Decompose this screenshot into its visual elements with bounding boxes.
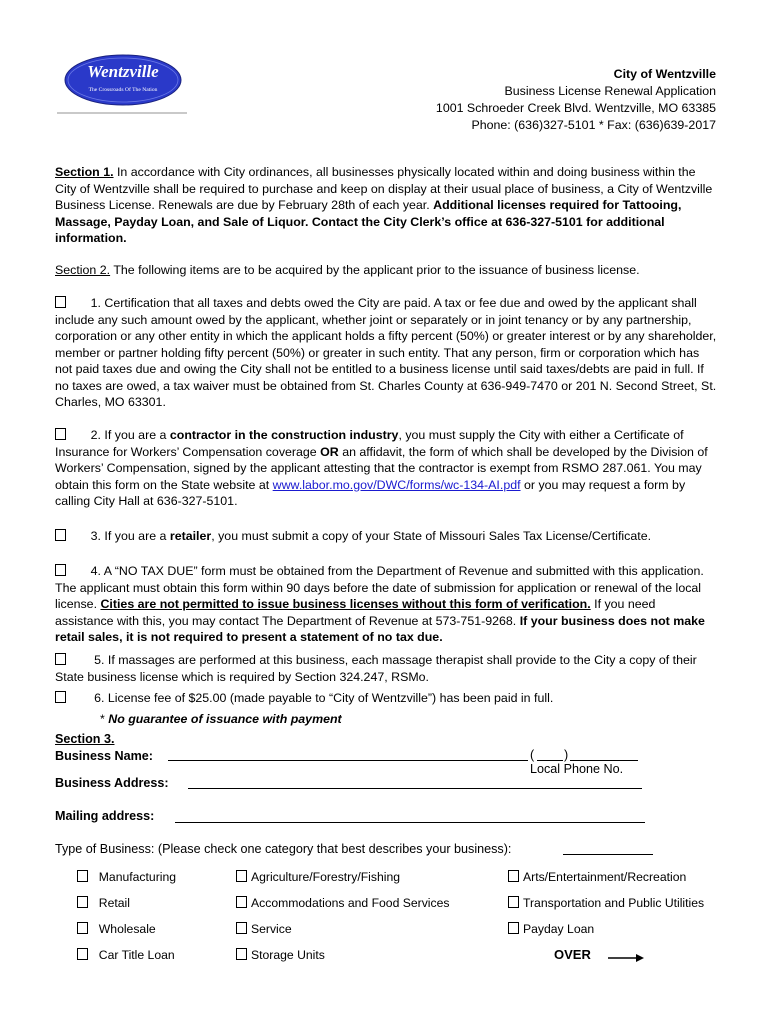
item-3 [55, 528, 717, 545]
section-1-bold-note: Additional licenses required for Tattooing, Massage, Payday Loan, and Sale of Liquor. Contact the City Clerk’s office at 636-327-5101 for additional information. [55, 198, 682, 245]
category-label: Agriculture/Forestry/Fishing [251, 870, 401, 884]
category-agriculture[interactable] [236, 870, 400, 885]
section-2-intro-text: The following items are to be acquired by the applicant prior to the issuance of business license. [110, 263, 640, 277]
item-6-text: 6. License fee of $25.00 (made payable to “City of Wentzville”) has been paid in full. [94, 691, 554, 705]
form-title: Business License Renewal Application [504, 84, 716, 98]
item-4-text-a: 4. A “NO TAX DUE” form must be obtained from the Department of Revenue and submitted with this application. The applicant must obtain this form within 90 days before the date of submission for application or renewal of the local license. [55, 564, 704, 611]
section-1 [55, 164, 717, 247]
section-1-heading: Section 1. [55, 165, 114, 179]
item-4-text-c: If you need assistance with this, you may contact The Department of Revenue at 573-751-9268. [55, 597, 656, 628]
item-3-text-a: 3. If you are a [90, 529, 170, 543]
item-5-text: 5. If massages are performed at this business, each massage therapist shall provide to the City a copy of their State business license which is required by Section 324.247, RSMo. [55, 653, 697, 684]
category-payday-loan[interactable] [508, 922, 594, 937]
item-2-or: OR [320, 444, 339, 459]
item-2-contractor: contractor in the construction industry [169, 428, 399, 442]
area-code-input[interactable] [537, 748, 563, 761]
checkbox[interactable] [77, 922, 88, 934]
logo-tagline: The Crossroads Of The Nation [88, 87, 158, 93]
city-phone: Phone: (636)327-5101 * Fax: (636)639-2017 [471, 118, 716, 132]
city-address: 1001 Schroeder Creek Blvd. Wentzville, MO 63385 [435, 101, 716, 115]
item-6 [55, 690, 717, 707]
item-2 [55, 427, 717, 510]
item-2-text-e: an affidavit, the form of which shall be developed by the Division of Workers’ Compensation, signed by the applicant attesting that the contractor is exempt from RSMO 287.061. You may obtain this form on the State website at [55, 444, 708, 492]
checkbox[interactable] [77, 896, 88, 908]
category-storage-units[interactable] [236, 948, 325, 963]
mailing-address-label: Mailing address: [55, 809, 155, 823]
over-label: OVER [554, 947, 591, 962]
guarantee-text: No guarantee of issuance with payment [108, 712, 342, 726]
item-2-text-f: or you may request a form by calling City Hall at 636-327-5101. [55, 477, 686, 508]
business-type-input[interactable] [563, 842, 653, 855]
item-3-checkbox[interactable] [55, 529, 66, 541]
item-4 [55, 563, 717, 646]
mailing-address-row [55, 808, 154, 824]
business-address-input[interactable] [188, 776, 642, 789]
checkbox[interactable] [508, 922, 519, 934]
arrow-right-icon [608, 954, 644, 962]
section-3-heading: Section 3. [55, 732, 115, 746]
category-label: Wholesale [98, 922, 156, 936]
checkbox[interactable] [77, 870, 88, 882]
mailing-address-input[interactable] [175, 810, 645, 823]
business-type-prompt: Type of Business: (Please check one category that best describes your business): [55, 842, 512, 856]
item-2-checkbox[interactable] [55, 428, 66, 440]
guarantee-note [100, 711, 762, 728]
item-2-text-c: , you must supply the City with either a Certificate of Insurance for Workers’ Compensation coverage [55, 428, 684, 459]
item-2-text-a: 2. If you are a [90, 428, 170, 442]
item-3-text-c: , you must submit a copy of your State of Missouri Sales Tax License/Certificate. [211, 529, 652, 543]
business-name-label: Business Name: [55, 749, 153, 763]
section-2-intro [55, 262, 717, 279]
city-title: City of Wentzville [613, 67, 716, 81]
category-accommodations[interactable] [236, 896, 449, 911]
business-name-input[interactable] [168, 748, 528, 761]
checkbox[interactable] [508, 896, 519, 908]
item-4-checkbox[interactable] [55, 564, 66, 576]
item-5-checkbox[interactable] [55, 653, 66, 665]
dwc-form-link[interactable]: www.labor.mo.gov/DWC/forms/wc-134-AI.pdf [272, 477, 521, 492]
header-block [436, 66, 716, 134]
section-1-text: In accordance with City ordinances, all businesses physically located within and doing business within the City of Wentzville shall be required to purchase and keep on display at their usual place of business, a City of Wentzville Business License. Renewals are due by February 28th of each year. [55, 165, 713, 212]
category-car-title-loan[interactable] [77, 948, 175, 963]
category-label: Retail [98, 896, 130, 910]
guarantee-star: * [100, 712, 109, 726]
business-name-row [55, 748, 153, 764]
category-label: Manufacturing [98, 870, 177, 884]
local-phone-close: ) [564, 748, 569, 762]
category-transportation[interactable] [508, 896, 704, 911]
logo-name: Wentzville [87, 62, 159, 81]
item-1-checkbox[interactable] [55, 296, 66, 308]
item-1 [55, 295, 717, 411]
category-retail[interactable] [77, 896, 130, 911]
category-label: Service [251, 922, 292, 936]
item-4-verification: Cities are not permitted to issue business licenses without this form of verification. [100, 597, 591, 611]
item-6-checkbox[interactable] [55, 691, 66, 703]
checkbox[interactable] [236, 922, 247, 934]
category-label: Payday Loan [523, 922, 595, 936]
checkbox[interactable] [77, 948, 88, 960]
item-3-retailer: retailer [169, 529, 212, 543]
item-1-text: 1. Certification that all taxes and debts owed the City are paid. A tax or fee due and owed by the applicant shall include any such amount owed by the applicant, whether joint or separately or in joint tenancy or by any partnership, corporation or any other entity in which the applicant holds a fifty percent (50%) or greater interest or by any shareholder, member or partner holding fifty percent (50%) or greater in such entity. That any person, firm or corporation which has not paid taxes due and owing the City shall not be entitled to a business license until said taxes/debts are paid in full. If no taxes are owed, a tax waiver must be obtained from St. Charles County at 636-949-7470 or 201 N. Second Street, St. Charles, MO 63301. [55, 296, 717, 409]
category-arts[interactable] [508, 870, 686, 885]
category-label: Transportation and Public Utilities [523, 896, 705, 910]
local-phone-label: Local Phone No. [530, 762, 624, 776]
checkbox[interactable] [236, 870, 247, 882]
checkbox[interactable] [236, 948, 247, 960]
header-divider [57, 112, 187, 114]
item-5 [55, 652, 717, 685]
business-address-row [55, 775, 169, 791]
checkbox[interactable] [236, 896, 247, 908]
category-wholesale[interactable] [77, 922, 156, 937]
item-4-no-retail: If your business does not make retail sales, it is not required to present a statement of no tax due. [55, 613, 705, 644]
section-2-heading: Section 2. [55, 263, 111, 277]
category-label: Storage Units [251, 948, 325, 962]
local-phone-open: ( [530, 748, 535, 762]
category-manufacturing[interactable] [77, 870, 176, 885]
wentzville-logo [64, 54, 182, 106]
category-label: Car Title Loan [98, 948, 175, 962]
category-label: Arts/Entertainment/Recreation [523, 870, 687, 884]
checkbox[interactable] [508, 870, 519, 882]
local-phone-input[interactable] [570, 748, 638, 761]
category-service[interactable] [236, 922, 292, 937]
business-address-label: Business Address: [55, 776, 169, 790]
category-label: Accommodations and Food Services [251, 896, 450, 910]
